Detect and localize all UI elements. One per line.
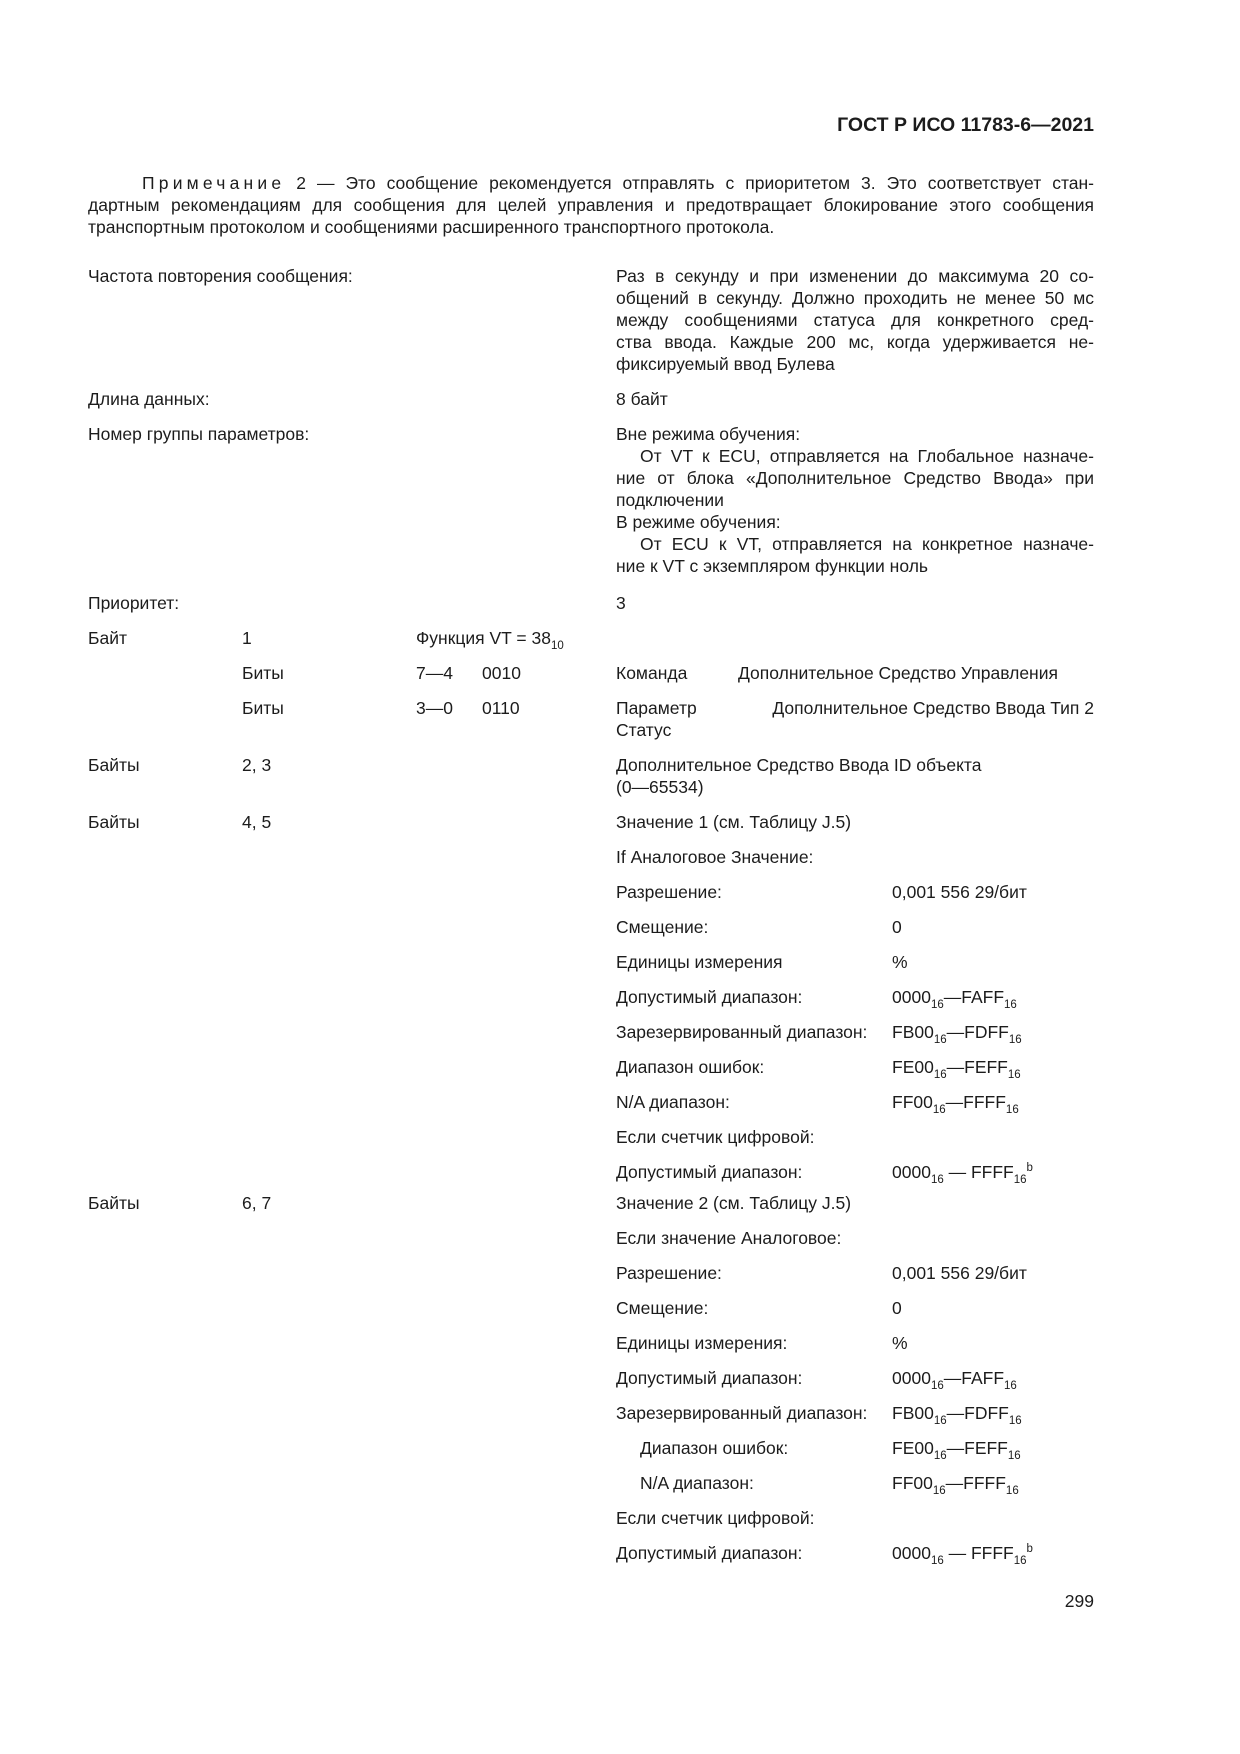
value1-analog-heading: If Аналоговое Значение: — [616, 847, 814, 867]
document-header: ГОСТ Р ИСО 11783-6—2021 — [837, 114, 1094, 136]
digital-valid-range-value: $0000_{16}$ — $FFFF_{16}^b$ — [892, 1162, 1033, 1186]
offset-label: Смещение: — [616, 1298, 709, 1318]
valid-range-label: Допустимый диапазон: — [616, 1368, 803, 1388]
bits-label: Биты — [242, 663, 284, 683]
na-range-value: $FF00_{16}—FFFF_{16}$ — [892, 1092, 1019, 1116]
reserved-range-label: Зарезервированный диапазон: — [616, 1403, 868, 1423]
bytes67-number: 6, 7 — [242, 1193, 272, 1213]
resolution-label: Разрешение: — [616, 882, 722, 902]
error-range-label: Диапазон ошибок: — [640, 1438, 789, 1458]
pgn-label: Номер группы параметров: — [88, 424, 310, 444]
byte1-number: 1 — [242, 628, 252, 648]
bits-name: Команда — [616, 663, 688, 683]
digital-valid-range-label: Допустимый диапазон: — [616, 1543, 803, 1563]
value2-title: Значение 2 (см. Таблицу J.5) — [616, 1193, 852, 1213]
value1-title: Значение 1 (см. Таблицу J.5) — [616, 812, 852, 832]
reserved-range-value: $FB00_{16}—FDFF_{16}$ — [892, 1403, 1022, 1427]
units-label: Единицы измерения — [616, 952, 783, 972]
reserved-range-label: Зарезервированный диапазон: — [616, 1022, 868, 1042]
bytes67-label: Байты — [88, 1193, 140, 1213]
bits-range: 3—0 — [416, 698, 453, 718]
repetition-value: Раз в секунду и при изменении до максимума 20 со- общений в секунду. Должно проходить не менее 50 мс между сообщениями статуса для конкретного сред- ства ввода. Каждые 200 мс, когда удерживается не- фиксируемый ввод Булева — [616, 266, 1094, 374]
byte1-label: Байт — [88, 628, 128, 648]
bits-value: 0110 — [482, 698, 520, 718]
error-range-label: Диапазон ошибок: — [616, 1057, 765, 1077]
bytes23-description: Дополнительное Средство Ввода ID объекта (0—65534) — [616, 755, 982, 797]
resolution-value: 0,001 556 29/бит — [892, 882, 1027, 902]
error-range-value: $FE00_{16}—FEFF_{16}$ — [892, 1438, 1021, 1462]
value2-analog-heading: Если значение Аналоговое: — [616, 1228, 842, 1248]
units-value: % — [892, 1333, 908, 1353]
data-length-label: Длина данных: — [88, 389, 210, 409]
note-rest: дартным рекомендациям для сообщения для целей управления и предотвращает блокирование этого сообщения транспортным протоколом и сообщениями расширенного транспортного протокола. — [88, 195, 1094, 237]
digital-valid-range-value: $0000_{16}$ — $FFFF_{16}^b$ — [892, 1543, 1033, 1567]
valid-range-value: $0000_{16}—FAFF_{16}$ — [892, 987, 1017, 1011]
resolution-value: 0,001 556 29/бит — [892, 1263, 1027, 1283]
bits-description: Дополнительное Средство Управления — [738, 663, 1058, 683]
bits-label: Биты — [242, 698, 284, 718]
units-label: Единицы измерения: — [616, 1333, 788, 1353]
units-value: % — [892, 952, 908, 972]
bits-description: Дополнительное Средство Ввода Тип 2 — [772, 698, 1094, 718]
error-range-value: $FE00_{16}—FEFF_{16}$ — [892, 1057, 1021, 1081]
digital-valid-range-label: Допустимый диапазон: — [616, 1162, 803, 1182]
note-label: Примечание — [142, 173, 286, 193]
priority-value: 3 — [616, 593, 626, 613]
bits-value: 0010 — [482, 663, 521, 683]
digital-heading: Если счетчик цифровой: — [616, 1508, 815, 1528]
priority-label: Приоритет: — [88, 593, 180, 613]
note-line1: 2 — Это сообщение рекомендуется отправлять с приоритетом 3. Это соответствует стан- — [296, 173, 1094, 193]
resolution-label: Разрешение: — [616, 1263, 722, 1283]
page-number: 299 — [1064, 1591, 1094, 1611]
digital-heading: Если счетчик цифровой: — [616, 1127, 815, 1147]
bytes23-label: Байты — [88, 755, 140, 775]
na-range-value: $FF00_{16}—FFFF_{16}$ — [892, 1473, 1019, 1497]
note-paragraph — [88, 172, 1094, 238]
offset-label: Смещение: — [616, 917, 709, 937]
bits-name: Параметр Статус — [616, 698, 697, 740]
bytes23-number: 2, 3 — [242, 755, 272, 775]
data-length-value: 8 байт — [616, 389, 668, 409]
pgn-value: Вне режима обучения: От VT к ECU, отправляется на Глобальное назначе- ние от блока «Дополнительное Средство Ввода» при подключении В режиме обучения: От ECU к VT, отправляется на конкретное назначе- ние к VT с экземпляром функции ноль — [616, 424, 1094, 576]
valid-range-value: $0000_{16}—FAFF_{16}$ — [892, 1368, 1017, 1392]
offset-value: 0 — [892, 917, 902, 937]
byte1-function: Функция VT = $38_{10}$ — [416, 628, 564, 652]
reserved-range-value: $FB00_{16}—FDFF_{16}$ — [892, 1022, 1022, 1046]
na-range-label: N/A диапазон: — [640, 1473, 754, 1493]
bytes45-label: Байты — [88, 812, 140, 832]
na-range-label: N/A диапазон: — [616, 1092, 730, 1112]
valid-range-label: Допустимый диапазон: — [616, 987, 803, 1007]
bits-range: 7—4 — [416, 663, 453, 683]
offset-value: 0 — [892, 1298, 902, 1318]
repetition-label: Частота повторения сообщения: — [88, 266, 353, 286]
bytes45-number: 4, 5 — [242, 812, 272, 832]
